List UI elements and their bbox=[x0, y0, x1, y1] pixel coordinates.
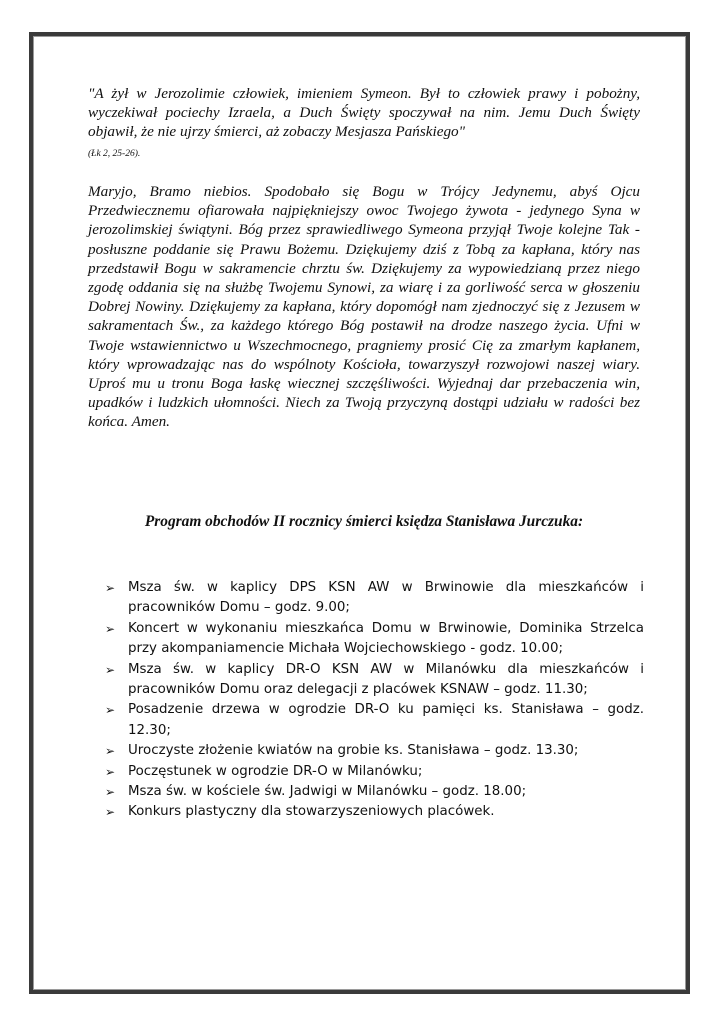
program-item bbox=[104, 782, 644, 802]
program-item bbox=[104, 619, 644, 660]
scripture-reference: (Łk 2, 25-26). bbox=[88, 148, 141, 159]
scripture-quote bbox=[88, 84, 640, 161]
prayer-paragraph: Maryjo, Bramo niebios. Spodobało się Bogu w Trójcy Jedynemu, abyś Ojcu Przedwiecznemu ofiarowała najpiękniejszy owoc Twojego żywota - jedynego Syna w jerozolimskiej świątyni. Bóg przez sprawiedliwego Symeona przyjął Twoje kolejne Tak - posłuszne poddanie się Prawu Bożemu. Dziękujemy dziś z Tobą za kapłana, który nas przedstawił Bogu w sakramencie chrztu św. Dziękujemy za wypowiedzianą przez niego zgodę oddania się na służbę Twojemu Synowi, za wiarę i za gorliwość serca w głoszeniu Dobrej Nowiny. Dziękujemy za kapłana, który dopomógł nam zjednoczyć się z Jezusem w sakramentach Św., za każdego którego Bóg postawił na drodze naszego życia. Ufni w Twoje wstawiennictwo u Wszechmocnego, pragniemy prosić Cię za zmarłym kapłanem, który wprowadzając nas do wspólnoty Kościoła, towarzyszył rozwojowi naszej wiary. Uproś mu u tronu Boga łaskę wiecznej szczęśliwości. Wyjednaj dar przebaczenia win, upadków i ludzkich ułomności. Niech za Twoją przyczyną dostąpi udziału w radości bez końca. Amen. bbox=[88, 183, 640, 431]
program-item bbox=[104, 660, 644, 701]
arrowhead-bullet-icon: ➢ bbox=[105, 805, 116, 820]
arrowhead-bullet-icon: ➢ bbox=[105, 621, 116, 636]
program-item-text: Msza św. w kościele św. Jadwigi w Milanówku – godz. 18.00; bbox=[128, 784, 527, 800]
arrowhead-bullet-icon: ➢ bbox=[105, 662, 116, 677]
arrowhead-bullet-icon: ➢ bbox=[105, 703, 116, 718]
arrowhead-bullet-icon: ➢ bbox=[105, 744, 116, 759]
arrowhead-bullet-icon: ➢ bbox=[105, 785, 116, 800]
program-item-text: Koncert w wykonaniu mieszkańca Domu w Brwinowie, Dominika Strzelca przy akompaniamencie Michała Wojciechowskiego - godz. 10.00; bbox=[128, 620, 644, 657]
program-item bbox=[104, 741, 644, 761]
program-item-text: Poczęstunek w ogrodzie DR-O w Milanówku; bbox=[128, 763, 423, 779]
program-item-text: Msza św. w kaplicy DR-O KSN AW w Milanówku dla mieszkańców i pracowników Domu oraz delegacji z placówek KSNAW – godz. 11.30; bbox=[128, 661, 644, 698]
scripture-quote-text: "A żył w Jerozolimie człowiek, imieniem Symeon. Był to człowiek prawy i pobożny, wyczekiwał pociechy Izraela, a Duch Święty spoczywał na nim. Jemu Duch Święty objawił, że nie ujrzy śmierci, aż zobaczy Mesjasza Pańskiego" bbox=[88, 85, 640, 141]
program-item-text: Msza św. w kaplicy DPS KSN AW w Brwinowie dla mieszkańców i pracowników Domu – godz. 9.00; bbox=[128, 580, 644, 616]
program-item-text: Posadzenie drzewa w ogrodzie DR-O ku pamięci ks. Stanisława – godz. 12.30; bbox=[128, 702, 644, 738]
program-item bbox=[104, 802, 644, 822]
program-item bbox=[104, 700, 644, 741]
program-item-text: Konkurs plastyczny dla stowarzyszeniowych placówek. bbox=[128, 804, 495, 820]
program-title: Program obchodów II rocznicy śmierci księdza Stanisława Jurczuka: bbox=[144, 513, 584, 530]
program-item bbox=[104, 762, 644, 782]
arrowhead-bullet-icon: ➢ bbox=[105, 764, 116, 779]
program-list bbox=[104, 578, 644, 823]
program-item-text: Uroczyste złożenie kwiatów na grobie ks. Stanisława – godz. 13.30; bbox=[128, 743, 579, 759]
program-item bbox=[104, 578, 644, 619]
arrowhead-bullet-icon: ➢ bbox=[105, 581, 116, 595]
